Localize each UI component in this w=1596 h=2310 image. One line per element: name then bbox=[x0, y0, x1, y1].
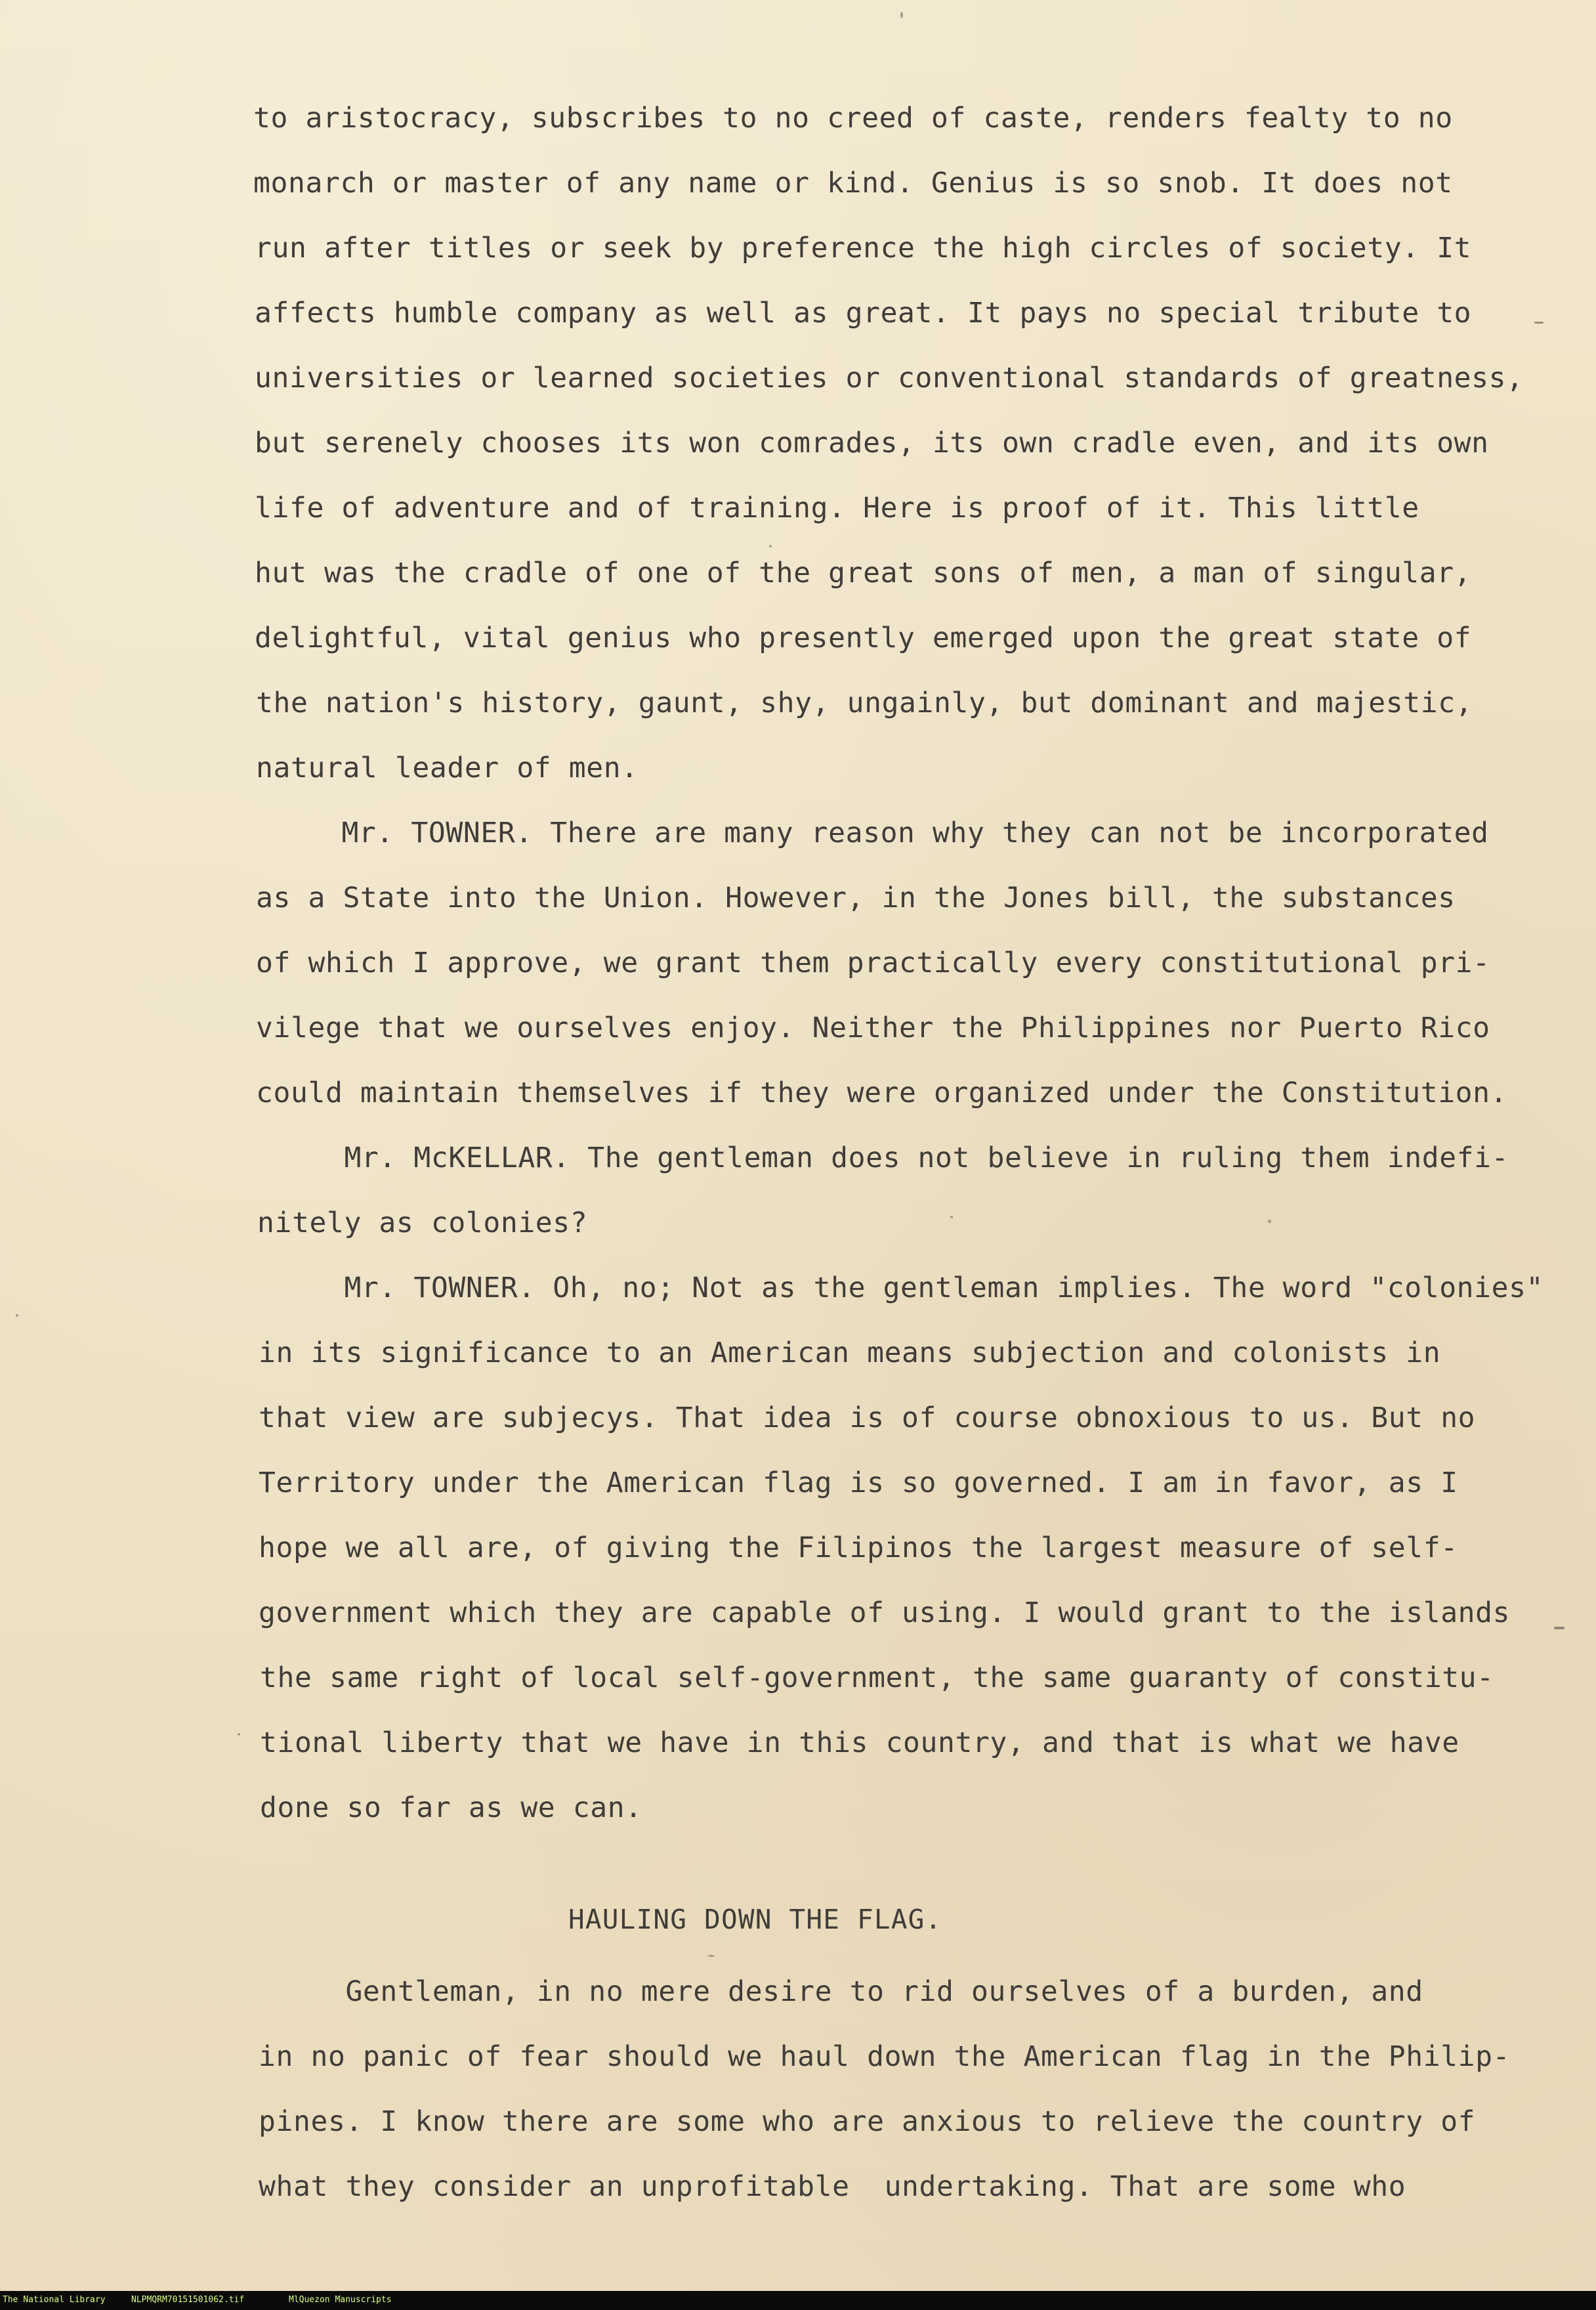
text-line-4: affects humble company as well as great. It pays no special tribute to bbox=[255, 297, 1472, 330]
text-line-2: monarch or master of any name or kind. Genius is so snob. It does not bbox=[253, 167, 1453, 200]
text-line-17: Mr. McKELLAR. The gentleman does not believe in ruling them indefi- bbox=[257, 1142, 1509, 1174]
footer-file-id: NLPMQRM70151501062.tif bbox=[131, 2295, 245, 2305]
text-line-13: as a State into the Union. However, in the Jones bill, the substances bbox=[256, 882, 1456, 914]
text-line-25: the same right of local self-government, the same guaranty of constitu- bbox=[260, 1661, 1494, 1694]
paper-speck bbox=[900, 12, 903, 18]
text-line-9: delightful, vital genius who presently emerged upon the great state of bbox=[255, 622, 1472, 654]
text-line-14: of which I approve, we grant them practically every constitutional pri- bbox=[256, 947, 1490, 979]
text-line-3: run after titles or seek by preference the high circles of society. It bbox=[255, 232, 1472, 265]
footer-collection: MlQuezon Manuscripts bbox=[289, 2295, 392, 2305]
text-line-8: hut was the cradle of one of the great sons of men, a man of singular, bbox=[255, 557, 1472, 589]
margin-mark bbox=[1554, 1627, 1564, 1629]
text-line-22: Territory under the American flag is so governed. I am in favor, as I bbox=[259, 1466, 1458, 1499]
section-heading: HAULING DOWN THE FLAG. bbox=[568, 1904, 942, 1935]
text-line-30: pines. I know there are some who are anxious to relieve the country of bbox=[259, 2105, 1476, 2138]
text-line-15: vilege that we ourselves enjoy. Neither the Philippines nor Puerto Rico bbox=[256, 1012, 1490, 1044]
text-line-10: the nation's history, gaunt, shy, ungainly, but dominant and majestic, bbox=[256, 687, 1473, 719]
footer-library: The National Library bbox=[3, 2295, 106, 2305]
text-line-19: Mr. TOWNER. Oh, no; Not as the gentleman implies. The word "colonies" bbox=[257, 1272, 1544, 1304]
paper-speck bbox=[238, 1733, 240, 1736]
margin-mark bbox=[1534, 322, 1544, 324]
text-line-7: life of adventure and of training. Here is proof of it. This little bbox=[255, 492, 1419, 524]
paper-speck bbox=[16, 1314, 18, 1317]
paper-speck bbox=[950, 1216, 953, 1218]
text-line-28: Gentleman, in no mere desire to rid ourselves of a burden, and bbox=[259, 1975, 1423, 2008]
text-line-16: could maintain themselves if they were organized under the Constitution. bbox=[256, 1077, 1508, 1109]
text-line-23: hope we all are, of giving the Filipinos the largest measure of self- bbox=[259, 1531, 1458, 1564]
text-line-5: universities or learned societies or conventional standards of greatness, bbox=[255, 362, 1524, 395]
text-line-6: but serenely chooses its won comrades, its own cradle even, and its own bbox=[255, 427, 1489, 460]
text-line-12: Mr. TOWNER. There are many reason why they can not be incorporated bbox=[255, 817, 1489, 849]
text-line-27: done so far as we can. bbox=[260, 1791, 642, 1824]
text-line-18: nitely as colonies? bbox=[257, 1207, 588, 1239]
text-line-31: what they consider an unprofitable undertaking. That are some who bbox=[259, 2170, 1406, 2203]
text-line-29: in no panic of fear should we haul down the American flag in the Philip- bbox=[259, 2040, 1511, 2073]
text-line-26: tional liberty that we have in this country, and that is what we have bbox=[260, 1726, 1460, 1759]
paper-speck bbox=[1268, 1220, 1271, 1223]
text-line-24: government which they are capable of using. I would grant to the islands bbox=[259, 1596, 1511, 1629]
text-line-1: to aristocracy, subscribes to no creed of caste, renders fealty to no bbox=[253, 102, 1453, 135]
paper-speck bbox=[708, 1955, 715, 1957]
paper-speck bbox=[769, 545, 772, 547]
text-line-21: that view are subjecys. That idea is of course obnoxious to us. But no bbox=[259, 1401, 1476, 1434]
scan-footer bbox=[0, 2291, 1596, 2310]
text-line-11: natural leader of men. bbox=[256, 752, 639, 784]
text-line-20: in its significance to an American means subjection and colonists in bbox=[259, 1337, 1441, 1369]
